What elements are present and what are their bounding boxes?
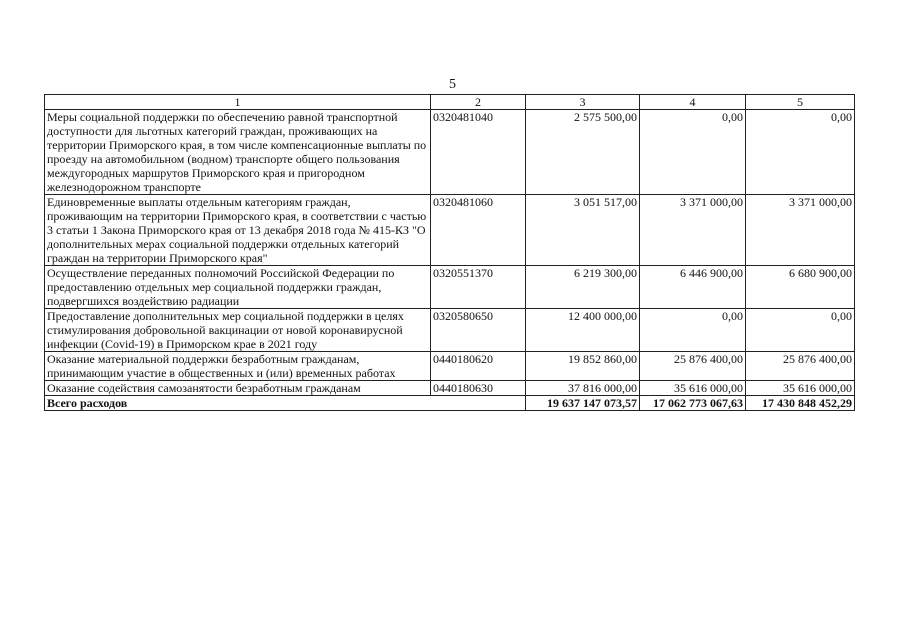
row-code: 0320551370 — [431, 266, 526, 309]
table-row — [45, 195, 855, 266]
row-value-4: 3 371 000,00 — [640, 195, 746, 266]
row-value-4: 35 616 000,00 — [640, 381, 746, 396]
table-row — [45, 381, 855, 396]
row-value-3: 3 051 517,00 — [526, 195, 640, 266]
row-name: Предоставление дополнительных мер социальной поддержки в целях стимулирования добровольной вакцинации от новой коронавирусной инфекции (Covid-19) в Приморском крае в 2021 году — [45, 309, 431, 352]
page-number: 5 — [449, 77, 456, 92]
table-header-row — [45, 95, 855, 110]
row-name: Оказание материальной поддержки безработным гражданам, принимающим участие в общественных и (или) временных работах — [45, 352, 431, 381]
row-value-5: 25 876 400,00 — [746, 352, 855, 381]
table-row — [45, 352, 855, 381]
row-value-5: 6 680 900,00 — [746, 266, 855, 309]
row-value-3: 12 400 000,00 — [526, 309, 640, 352]
column-header-1: 1 — [45, 95, 431, 110]
row-value-5: 35 616 000,00 — [746, 381, 855, 396]
row-code: 0320580650 — [431, 309, 526, 352]
row-value-5: 3 371 000,00 — [746, 195, 855, 266]
row-value-3: 19 852 860,00 — [526, 352, 640, 381]
expenditure-table — [44, 94, 855, 411]
row-value-3: 37 816 000,00 — [526, 381, 640, 396]
row-value-4: 0,00 — [640, 309, 746, 352]
total-value-3: 19 637 147 073,57 — [526, 396, 640, 411]
column-header-5: 5 — [746, 95, 855, 110]
row-name: Единовременные выплаты отдельным категориям граждан, проживающим на территории Приморского края, в соответствии с частью 3 статьи 1 Закона Приморского края от 13 декабря 2018 года № 415-КЗ "О дополнительных мерах социальной поддержки отдельных категорий граждан на территории Приморского края" — [45, 195, 431, 266]
row-code: 0320481060 — [431, 195, 526, 266]
row-code: 0440180630 — [431, 381, 526, 396]
row-value-3: 2 575 500,00 — [526, 110, 640, 195]
table-row — [45, 309, 855, 352]
table-row — [45, 266, 855, 309]
total-value-4: 17 062 773 067,63 — [640, 396, 746, 411]
row-value-4: 25 876 400,00 — [640, 352, 746, 381]
row-value-5: 0,00 — [746, 309, 855, 352]
row-value-5: 0,00 — [746, 110, 855, 195]
column-header-2: 2 — [431, 95, 526, 110]
total-row — [45, 396, 855, 411]
column-header-3: 3 — [526, 95, 640, 110]
table-row — [45, 110, 855, 195]
row-code: 0440180620 — [431, 352, 526, 381]
row-value-4: 6 446 900,00 — [640, 266, 746, 309]
column-header-4: 4 — [640, 95, 746, 110]
row-value-4: 0,00 — [640, 110, 746, 195]
row-value-3: 6 219 300,00 — [526, 266, 640, 309]
row-name: Меры социальной поддержки по обеспечению равной транспортной доступности для льготных категорий граждан, проживающих на территории Приморского края, в том числе компенсационные выплаты по проезду на автомобильном (водном) транспорте общего пользования междугородных маршрутов Приморского края и пригородном железнодорожном транспорте — [45, 110, 431, 195]
total-value-5: 17 430 848 452,29 — [746, 396, 855, 411]
row-name: Оказание содействия самозанятости безработным гражданам — [45, 381, 431, 396]
row-name: Осуществление переданных полномочий Российской Федерации по предоставлению отдельных мер социальной поддержки граждан, подвергшихся воздействию радиации — [45, 266, 431, 309]
row-code: 0320481040 — [431, 110, 526, 195]
total-label: Всего расходов — [45, 396, 526, 411]
